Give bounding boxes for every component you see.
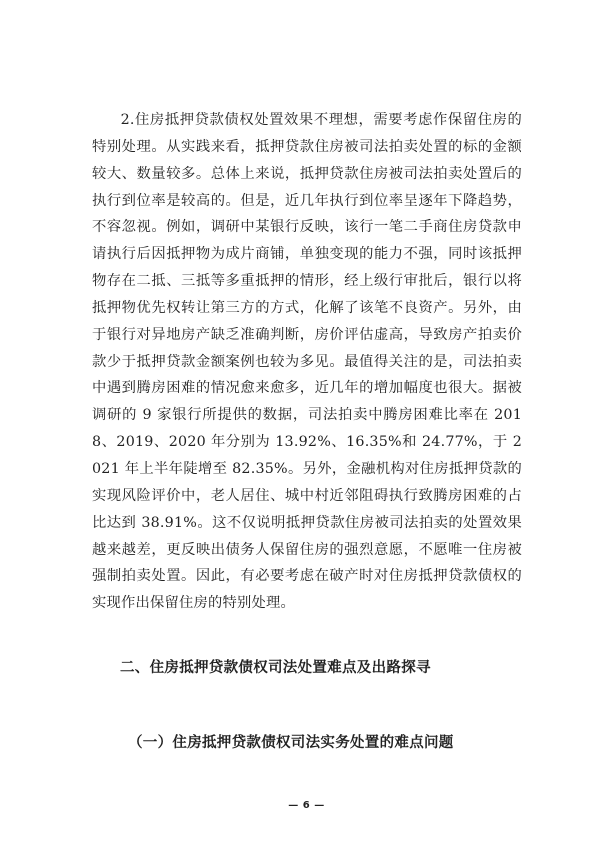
- body-paragraph: 2.住房抵押贷款债权处置效果不理想，需要考虑作保留住房的特别处理。从实践来看，抵押贷款住房被司法拍卖处置的标的金额较大、数量较多。总体上来说，抵押贷款住房被司法拍卖处置后的执行到位率是较高的。但是，近几年执行到位率呈逐年下降趋势，不容忽视。例如，调研中某银行反映，该行一笔二手商住房贷款申请执行后因抵押物为成片商铺，单独变现的能力不强，同时该抵押物存在二抵、三抵等多重抵押的情形，经上级行审批后，银行以将抵押物优先权转让第三方的方式，化解了该笔不良资产。另外，由于银行对异地房产缺乏准确判断，房价评估虚高，导致房产拍卖价款少于抵押贷款金额案例也较为多见。最值得关注的是，司法拍卖中遇到腾房困难的情况愈来愈多，近几年的增加幅度也很大。据被调研的 9 家银行所提供的数据，司法拍卖中腾房困难比率在 2018、2019、2020 年分别为 13.92%、16.35%和 24.77%，于 2021 年上半年陡增至 82.35%。另外，金融机构对住房抵押贷款的实现风险评价中，老人居住、城中村近邻阻碍执行致腾房困难的占比达到 38.91%。这不仅说明抵押贷款住房被司法拍卖的处置效果越来越差，更反映出债务人保留住房的强烈意愿，不愿唯一住房被强制拍卖处置。因此，有必要考虑在破产时对住房抵押贷款债权的实现作出保留住房的特别处理。: [92, 112, 522, 612]
- page-number: — 6 —: [288, 800, 325, 811]
- subsection-heading: （一）住房抵押贷款债权司法实务处置的难点问题: [128, 734, 454, 751]
- section-heading: 二、住房抵押贷款债权司法处置难点及出路探寻: [120, 660, 431, 676]
